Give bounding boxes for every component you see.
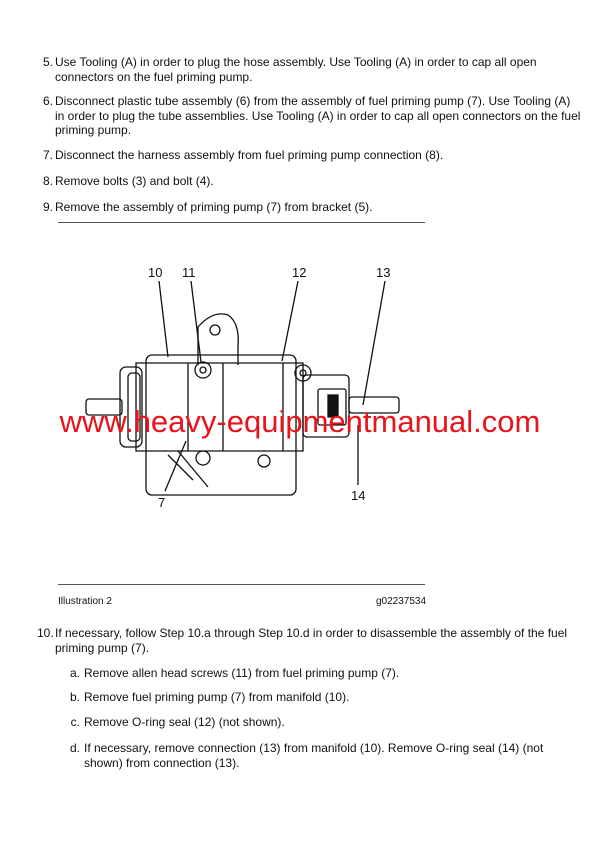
- step-7: [37, 148, 582, 163]
- substep-text: Remove O-ring seal (12) (not shown).: [84, 715, 285, 729]
- illustration-id: g02237534: [376, 596, 427, 607]
- callout-7: 7: [158, 495, 166, 510]
- step-number: 7.: [42, 148, 53, 162]
- step-text: Remove bolts (3) and bolt (4).: [55, 174, 214, 188]
- callout-14: 14: [351, 488, 366, 503]
- step-number: 10.: [37, 626, 54, 640]
- step-9: [37, 200, 582, 215]
- step-10: [37, 626, 582, 655]
- substep-text: Remove fuel priming pump (7) from manifold (10).: [84, 690, 350, 704]
- step-text: If necessary, follow Step 10.a through Step 10.d in order to disassemble the assembly of the fuel priming pump (7).: [55, 626, 568, 655]
- substep-letter: d.: [69, 741, 80, 755]
- substep-c: [66, 715, 566, 730]
- step-number: 5.: [42, 55, 53, 69]
- callout-10: 10: [148, 265, 163, 280]
- figure-bottom-rule: [58, 584, 425, 585]
- step-text: Use Tooling (A) in order to plug the hose assembly. Use Tooling (A) in order to cap all open connectors on the fuel priming pump.: [55, 55, 537, 84]
- step-number: 6.: [42, 94, 53, 108]
- illustration-caption: Illustration 2: [58, 596, 112, 607]
- step-number: 9.: [42, 200, 53, 214]
- substep-letter: b.: [69, 690, 80, 704]
- substep-letter: a.: [69, 666, 80, 680]
- step-text: Remove the assembly of priming pump (7) from bracket (5).: [55, 200, 373, 214]
- step-5: [37, 55, 582, 84]
- callout-11: 11: [182, 265, 196, 280]
- substep-text: If necessary, remove connection (13) from manifold (10). Remove O-ring seal (14) (not shown) from connection (13).: [84, 741, 544, 770]
- substep-a: [66, 666, 566, 681]
- step-6: [37, 94, 582, 138]
- step-text: Disconnect the harness assembly from fuel priming pump connection (8).: [55, 148, 444, 162]
- callout-12: 12: [292, 265, 307, 280]
- callout-13: 13: [376, 265, 391, 280]
- step-number: 8.: [42, 174, 53, 188]
- step-8: [37, 174, 582, 189]
- watermark-url: www.heavy-equipmentmanual.com: [59, 404, 541, 439]
- substep-letter: c.: [70, 715, 80, 729]
- step-text: Disconnect plastic tube assembly (6) from the assembly of fuel priming pump (7). Use Tooling (A) in order to plug the tube assemblies. Use Tooling (A) in order to cap all open connectors on the fuel priming pump.: [55, 94, 581, 137]
- figure-top-rule: [58, 222, 425, 223]
- substep-text: Remove allen head screws (11) from fuel priming pump (7).: [84, 666, 400, 680]
- substep-b: [66, 690, 566, 705]
- fuel-priming-pump-illustration: [58, 255, 428, 515]
- substep-d: [66, 741, 566, 770]
